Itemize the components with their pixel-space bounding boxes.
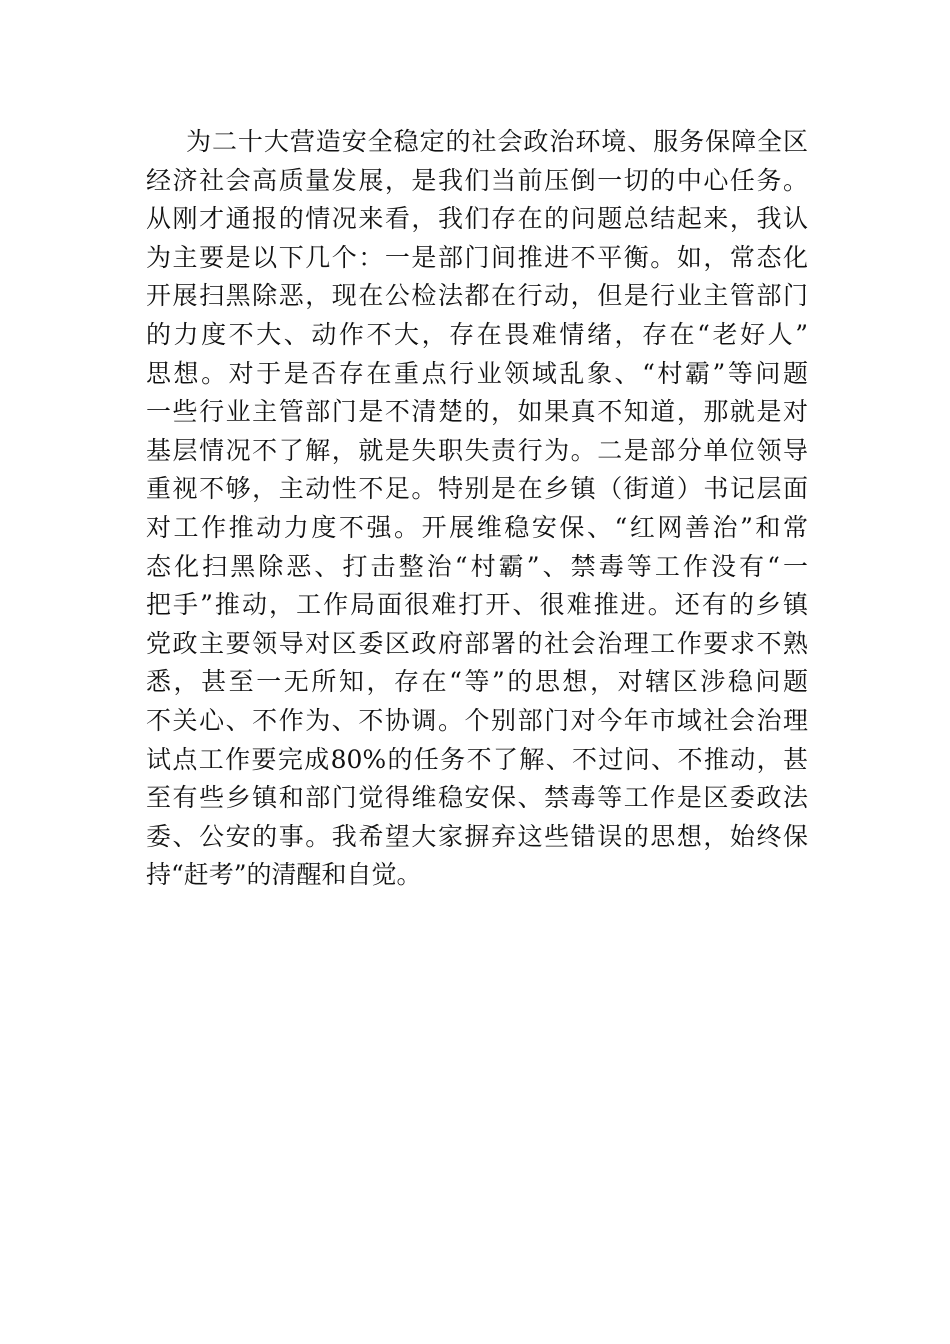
text-line: 为主要是以下几个：一是部门间推进不平衡。如，常态化 [146,242,808,272]
body-paragraph [146,123,808,895]
text-line: 态化扫黑除恶、打击整治“村霸”、禁毒等工作没有“一 [146,551,808,581]
text-line: 从刚才通报的情况来看，我们存在的问题总结起来，我认 [146,204,808,234]
text-line: 开展扫黑除恶，现在公检法都在行动，但是行业主管部门 [146,281,808,311]
text-line: 一些行业主管部门是不清楚的，如果真不知道，那就是对 [146,397,808,427]
text-line: 悉，甚至一无所知，存在“等”的思想，对辖区涉稳问题 [146,667,808,697]
text-line: 重视不够，主动性不足。特别是在乡镇（街道）书记层面 [146,474,808,504]
text-line: 党政主要领导对区委区政府部署的社会治理工作要求不熟 [146,628,808,658]
text-line: 基层情况不了解，就是失职失责行为。二是部分单位领导 [146,435,808,465]
text-line: 为二十大营造安全稳定的社会政治环境、服务保障全区 [186,127,808,156]
text-line: 至有些乡镇和部门觉得维稳安保、禁毒等工作是区委政法 [146,783,808,813]
text-line-last: 持“赶考”的清醒和自觉。 [146,860,422,890]
text-line: 委、公安的事。我希望大家摒弃这些错误的思想，始终保 [146,821,808,851]
text-line: 对工作推动力度不强。开展维稳安保、“红网善治”和常 [146,512,808,542]
text-line: 的力度不大、动作不大，存在畏难情绪，存在“老好人” [146,319,808,349]
text-line: 思想。对于是否存在重点行业领域乱象、“村霸”等问题 [146,358,808,388]
text-line: 经济社会高质量发展，是我们当前压倒一切的中心任务。 [146,165,808,195]
text-line: 把手”推动，工作局面很难打开、很难推进。还有的乡镇 [146,590,808,620]
text-line: 试点工作要完成80%的任务不了解、不过问、不推动，甚 [146,744,808,774]
text-line: 不关心、不作为、不协调。个别部门对今年市域社会治理 [146,705,808,735]
